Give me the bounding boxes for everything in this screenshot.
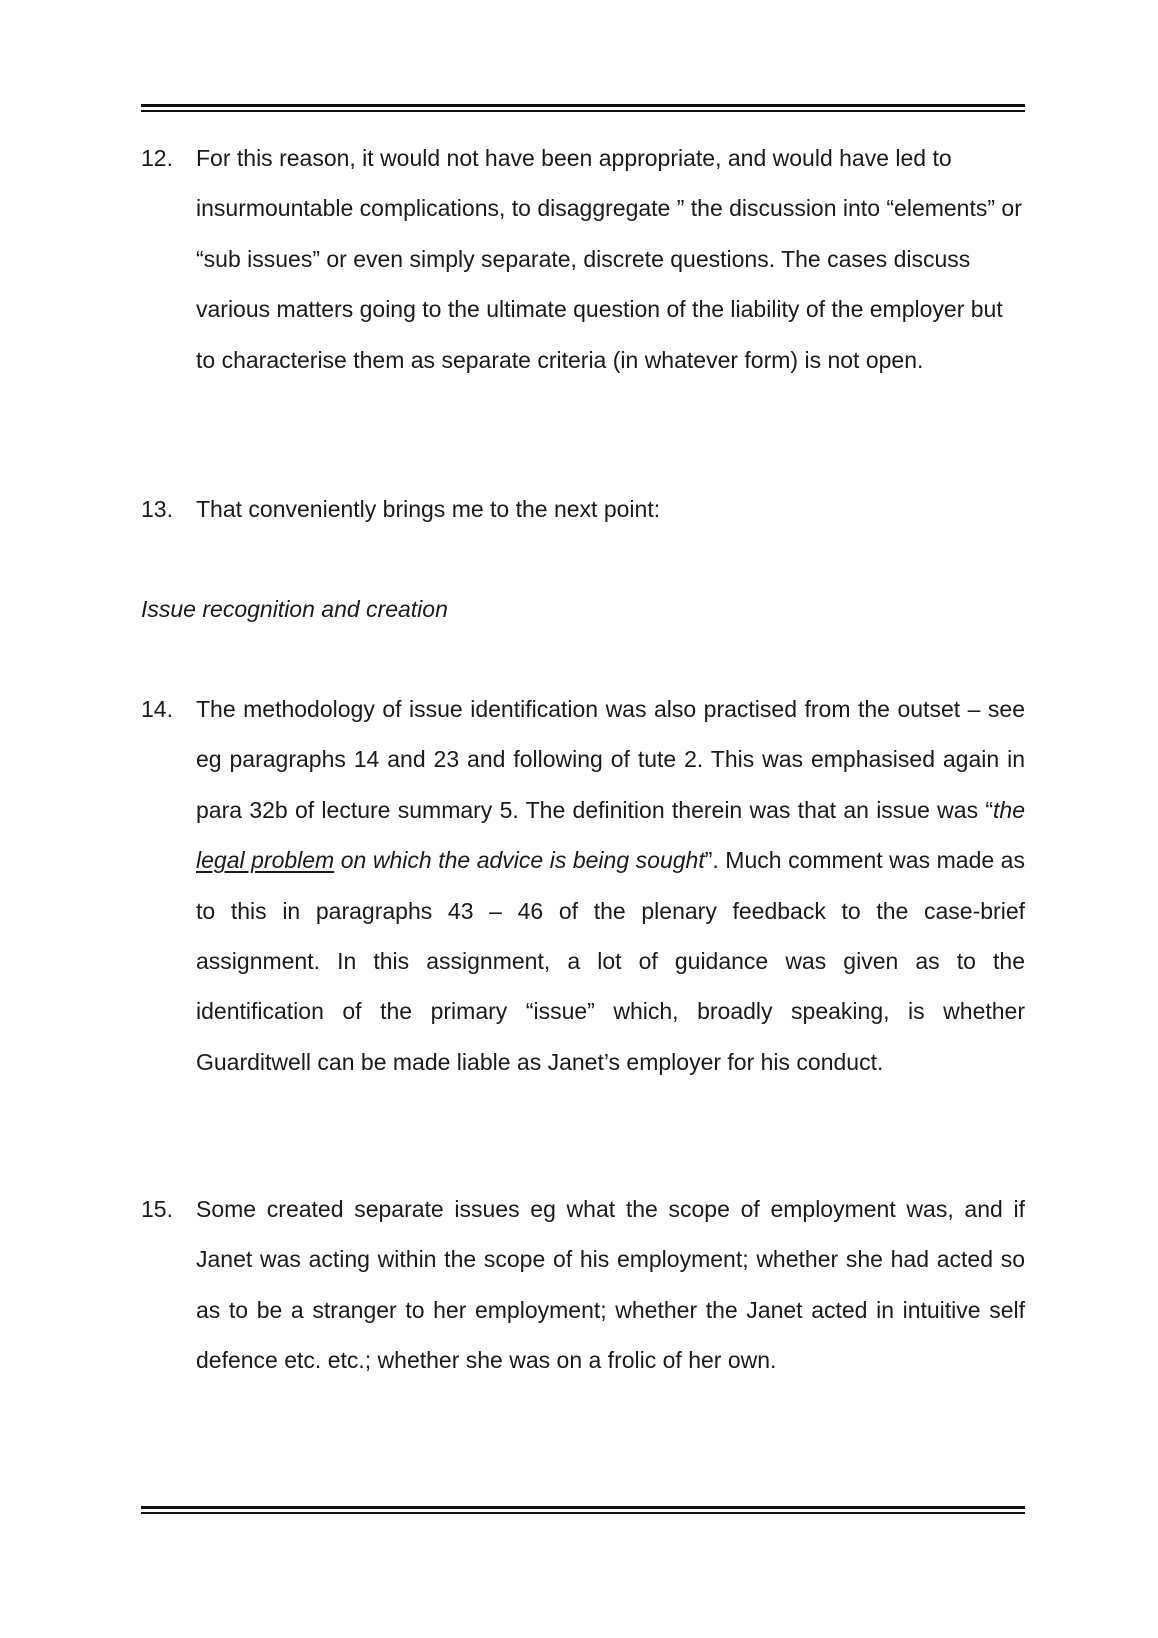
footer-double-rule xyxy=(141,1506,1025,1515)
section-heading: Issue recognition and creation xyxy=(141,596,448,622)
paragraph-number: 13. xyxy=(141,496,173,522)
paragraph-text: That conveniently brings me to the next point: xyxy=(196,496,661,522)
header-double-rule xyxy=(141,104,1025,113)
quote-underlined: legal problem xyxy=(196,847,335,874)
paragraph-text xyxy=(196,684,1025,1087)
paragraph-12 xyxy=(141,133,1025,385)
text-before-quote: The methodology of issue identification was also practised from the outset – see eg paragraphs 14 and 23 and following of tute 2. This was emphasised again in para 32b of lecture summary 5. The definition therein was that an issue was “ xyxy=(196,696,1025,823)
paragraph-text: For this reason, it would not have been appropriate, and would have led to insurmountable complications, to disaggregate ” the discussion into “elements” or “sub issues” or even simply separate, discrete questions. The cases discuss various matters going to the ultimate question of the liability of the employer but to characterise them as separate criteria (in whatever form) is not open. xyxy=(196,145,1022,373)
quote-end: on which the advice is being sought xyxy=(334,847,705,874)
paragraph-number: 15. xyxy=(141,1196,173,1222)
quote-start: the xyxy=(993,796,1025,823)
paragraph-number: 14. xyxy=(141,696,173,722)
paragraph-number: 12. xyxy=(141,145,173,171)
text-after-quote: ”. Much comment was made as to this in paragraphs 43 – 46 of the plenary feedback to the case-brief assignment. In this assignment, a lot of guidance was given as to the identification of the primary “issue” which, broadly speaking, is whether Guarditwell can be made liable as Janet’s employer for his conduct. xyxy=(196,847,1025,1075)
paragraph-13 xyxy=(141,484,1025,534)
paragraph-15 xyxy=(141,1184,1025,1386)
paragraph-text: Some created separate issues eg what the scope of employment was, and if Janet was acting within the scope of his employment; whether she had acted so as to be a stranger to her employment; whether the Janet acted in intuitive self defence etc. etc.; whether she was on a frolic of her own. xyxy=(196,1196,1025,1374)
paragraph-14 xyxy=(141,684,1025,1087)
